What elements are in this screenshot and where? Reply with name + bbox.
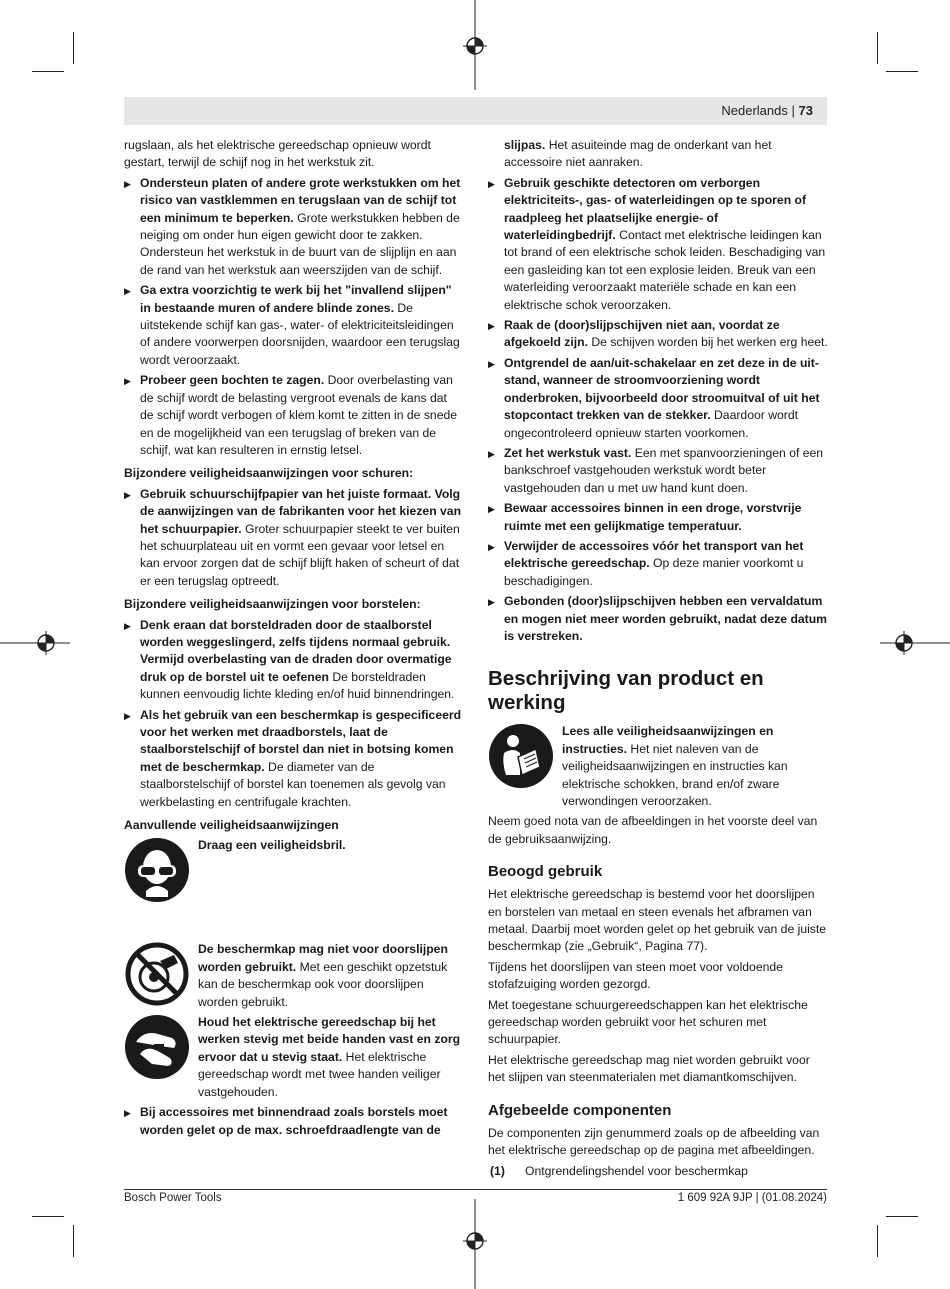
paragraph: Met toegestane schuurgereedschappen kan het elektrische gereedschap worden gebruikt voor het schuren met schuurpapier.: [488, 997, 808, 1047]
icon-instruction: De beschermkap mag niet voor doorslijpen worden gebruikt. Met een geschikt opzetstuk kan de beschermkap ook voor doorslijpen worden gebruikt.: [124, 941, 462, 1011]
icon-instruction-text: Draag een veiligheidsbril.: [198, 838, 346, 853]
no-cutting-guard-icon: [124, 941, 190, 1007]
read-manual-icon: [488, 723, 554, 789]
subsection-title: Afgebeelde componenten: [488, 1101, 672, 1119]
paragraph: rugslaan, als het elektrische gereedschap opnieuw wordt gestart, terwijl de schijf nog in het werkstuk zit.: [124, 138, 431, 170]
registration-target-icon: [460, 1199, 490, 1289]
crop-mark: [886, 71, 918, 72]
registration-target-icon: [880, 628, 950, 658]
bullet-item: ▶ Ondersteun platen of andere grote werkstukken om het risico van vastklemmen en terugslaan van de schijf tot een minimum te beperken. Grote werkstukken hebben de neiging om onder hun eigen gewicht door te zakken. Ondersteun het werkstuk in de buurt van de slijplijn en aan de rand van het werkstuk aan weerszijden van de schijf.: [124, 175, 462, 279]
component-item: [488, 1163, 828, 1180]
bullet-item: ▶ Als het gebruik van een beschermkap is gespecificeerd voor het werken met draadborstels, laat de staalborstelschijf of borstel dan niet in botsing komen met de beschermkap. De diameter van de staalborstelschijf of borstel kan toenemen als gevolg van werkbelasting en centrifugale krachten.: [124, 707, 462, 811]
subsection-title: Beoogd gebruik: [488, 863, 603, 881]
safety-goggles-icon: [124, 837, 190, 903]
bullet-item: ▶ Verwijder de accessoires vóór het transport van het elektrische gereedschap. Op deze manier voorkomt u beschadigingen.: [488, 538, 828, 590]
header-separator: |: [791, 103, 795, 118]
header-language: Nederlands: [721, 103, 788, 118]
bullet-item: ▶ Bewaar accessoires binnen in een droge, vorstvrije ruimte met een gelijkmatige temperatuur.: [488, 500, 828, 535]
section-heading: Aanvullende veiligheidsaanwijzingen: [124, 818, 339, 833]
crop-mark: [877, 1225, 878, 1257]
icon-instruction: [124, 837, 462, 927]
icon-instruction: Lees alle veiligheidsaanwijzingen en instructies. Het niet naleven van de veiligheidsaanwijzingen en instructies kan elektrische schokken, brand en/of zware verwondingen veroorzaken.: [488, 723, 828, 810]
paragraph: Het elektrische gereedschap is bestemd voor het doorslijpen en borstelen van metaal en steen evenals het afbramen van metaal. Daarbij moet worden gelet op het gebruik van de juiste beschermkap (zie „Gebruik“, Pagina 77).: [488, 887, 827, 954]
bullet-item: ▶ Gebonden (door)slijpschijven hebben een vervaldatum en mogen niet meer worden gebruikt, nadat deze datum is verstreken.: [488, 593, 828, 645]
bullet-item: ▶ Ga extra voorzichtig te werk bij het "invallend slijpen" in bestaande muren of andere blinde zones. De uitstekende schijf kan gas-, water- of elektriciteitsleidingen of andere voorwerpen doorsnijden, waardoor een terugslag wordt veroorzaakt.: [124, 282, 462, 369]
crop-mark: [877, 32, 878, 64]
footer-brand: Bosch Power Tools: [124, 1192, 222, 1204]
section-heading: Bijzondere veiligheidsaanwijzingen voor schuren:: [124, 466, 414, 481]
bullet-item: ▶ Probeer geen bochten te zagen. Door overbelasting van de schijf wordt de belasting vergroot evenals de kans dat de schijf wordt verbogen of klem komt te zitten in de snede en de mogelijkheid van een terugslag of breken van de schijf, wat kan resulteren in ernstig letsel.: [124, 372, 462, 459]
crop-mark: [32, 1216, 64, 1217]
left-column: [124, 137, 462, 1142]
paragraph: Neem goed nota van de afbeeldingen in het voorste deel van de gebruiksaanwijzing.: [488, 814, 818, 846]
crop-mark: [73, 1225, 74, 1257]
bullet-item: ▶ Gebruik geschikte detectoren om verborgen elektriciteits-, gas- of waterleidingen op te sporen of raadpleeg het plaatselijke energie- of waterleidingbedrijf. Contact met elektrische leidingen kan tot brand of een elektrische schok leiden. Beschadiging van een gasleiding kan tot een explosie leiden. Breuk van een waterleiding veroorzaakt materiële schade en kan een elektrische schok veroorzaken.: [488, 175, 828, 314]
bullet-item: ▶ Gebruik schuurschijfpapier van het juiste formaat. Volg de aanwijzingen van de fabrikanten voor het kiezen van het schuurpapier. Groter schuurpapier steekt te ver buiten het schuurplateau uit en vormt een gevaar voor letsel en kan ervoor zorgen dat de schijf blijft haken of scheurt of dat er een terugslag optreedt.: [124, 486, 462, 590]
icon-instruction: Houd het elektrische gereedschap bij het werken stevig met beide handen vast en zorg ervoor dat u stevig staat. Het elektrische gereedschap wordt met twee handen veiliger vastgehouden.: [124, 1014, 462, 1101]
paragraph: Het elektrische gereedschap mag niet worden gebruikt voor het slijpen van steenmaterialen met diamantkomschijven.: [488, 1052, 810, 1085]
bullet-item: ▶ Raak de (door)slijpschijven niet aan, voordat ze afgekoeld zijn. De schijven worden bij het werken erg heet.: [488, 317, 828, 352]
crop-mark: [886, 1216, 918, 1217]
component-label: Ontgrendelingshendel voor beschermkap: [525, 1163, 748, 1178]
page-number: 73: [798, 103, 813, 118]
right-column: [488, 137, 828, 1180]
header-text: [721, 103, 813, 118]
bullet-item: ▶ Denk eraan dat borsteldraden door de staalborstel worden weggeslingerd, zelfs tijdens normaal gebruik. Vermijd overbelasting van de draden door overmatige druk op de borstel uit te oefenen De borsteldraden kunnen eenvoudig lichte kleding en/of huid binnendringen.: [124, 617, 462, 704]
paragraph: Tijdens het doorslijpen van steen moet voor voldoende stofafzuiging worden gezorgd.: [488, 959, 783, 992]
page-header: [124, 97, 827, 125]
registration-target-icon: [460, 0, 490, 90]
bullet-item: ▶ Zet het werkstuk vast. Een met spanvoorzieningen of een bankschroef vastgehouden werkstuk wordt beter vastgehouden dan u met uw hand kunt doen.: [488, 445, 828, 497]
footer-doc-number: 1 609 92A 9JP | (01.08.2024): [677, 1192, 827, 1204]
section-title: Beschrijving van product en werking: [488, 667, 764, 715]
crop-mark: [73, 32, 74, 64]
registration-target-icon: [0, 628, 70, 658]
bullet-item: ▶ Ontgrendel de aan/uit-schakelaar en zet deze in de uit-stand, wanneer de stroomvoorziening wordt onderbroken, bijvoorbeeld door stroomuitval of uit het stopcontact trekken van de stekker. Daardoor wordt ongecontroleerd opnieuw starten voorkomen.: [488, 355, 828, 442]
bullet-item: ▶ Bij accessoires met binnendraad zoals borstels moet worden gelet op de max. schroefdraadlengte van de: [124, 1104, 462, 1139]
paragraph: slijpas. Het asuiteinde mag de onderkant van het accessoire niet aanraken.: [504, 138, 772, 170]
paragraph: De componenten zijn genummerd zoals op de afbeelding van het elektrische gereedschap op de pagina met afbeeldingen.: [488, 1125, 820, 1158]
component-number: (1): [490, 1163, 505, 1178]
two-hands-grip-icon: [124, 1014, 190, 1080]
footer-rule: [124, 1189, 827, 1190]
crop-mark: [32, 71, 64, 72]
section-heading: Bijzondere veiligheidsaanwijzingen voor borstelen:: [124, 597, 421, 612]
